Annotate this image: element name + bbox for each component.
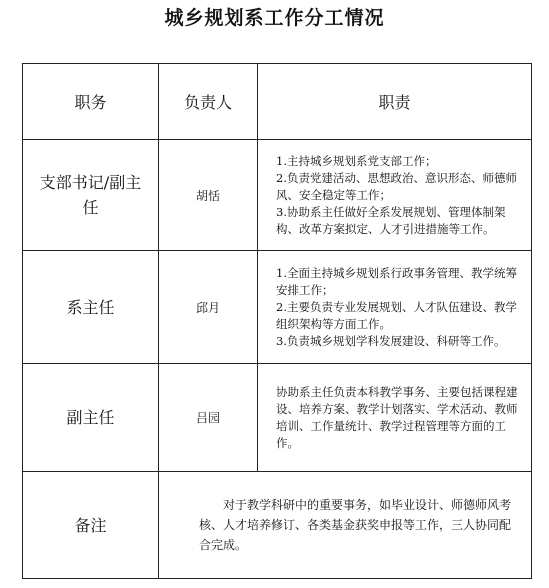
role-cell: 副主任 [23, 364, 159, 472]
person-cell: 邱月 [159, 251, 258, 364]
remark-cell [159, 472, 532, 579]
remark-label: 备注 [23, 472, 159, 579]
duty-item: 1.全面主持城乡规划系行政事务管理、教学统筹安排工作； [276, 265, 517, 297]
header-duties: 职责 [258, 64, 532, 140]
duties-cell [258, 364, 532, 472]
duty-table [22, 63, 532, 579]
duties-cell [258, 251, 532, 364]
role-cell: 系主任 [23, 251, 159, 364]
duty-item: 1.主持城乡规划系党支部工作； [276, 153, 437, 168]
role-cell: 支部书记/副主任 [23, 140, 159, 251]
duty-item: 3.负责城乡规划学科发展建设、科研等工作。 [276, 333, 506, 348]
document-title: 城乡规划系工作分工情况 [164, 7, 385, 29]
table-row [23, 140, 532, 251]
person-cell: 胡恬 [159, 140, 258, 251]
header-person: 负责人 [159, 64, 258, 140]
header-role: 职务 [23, 64, 159, 140]
duties-cell [258, 140, 532, 251]
table-row [23, 364, 532, 472]
remark-row [23, 472, 532, 579]
person-cell: 吕园 [159, 364, 258, 472]
duty-item: 协助系主任负责本科教学事务、主要包括课程建设、培养方案、教学计划落实、学术活动、教师培训、工作量统计、教学过程管理等方面的工作。 [276, 384, 518, 450]
duty-item: 2.主要负责专业发展规划、人才队伍建设、教学组织架构等方面工作。 [276, 299, 517, 331]
remark-text: 对于教学科研中的重要事务，如毕业设计、师德师风考核、人才培养修订、各类基金获奖申报等工作，三人协同配合完成。 [199, 498, 512, 552]
duty-item: 3.协助系主任做好全系发展规划、管理体制架构、改革方案拟定、人才引进措施等工作。 [276, 204, 506, 236]
table-header-row [23, 64, 532, 140]
duty-item: 2.负责党建活动、思想政治、意识形态、师德师风、安全稳定等工作； [276, 170, 517, 202]
table-row [23, 251, 532, 364]
